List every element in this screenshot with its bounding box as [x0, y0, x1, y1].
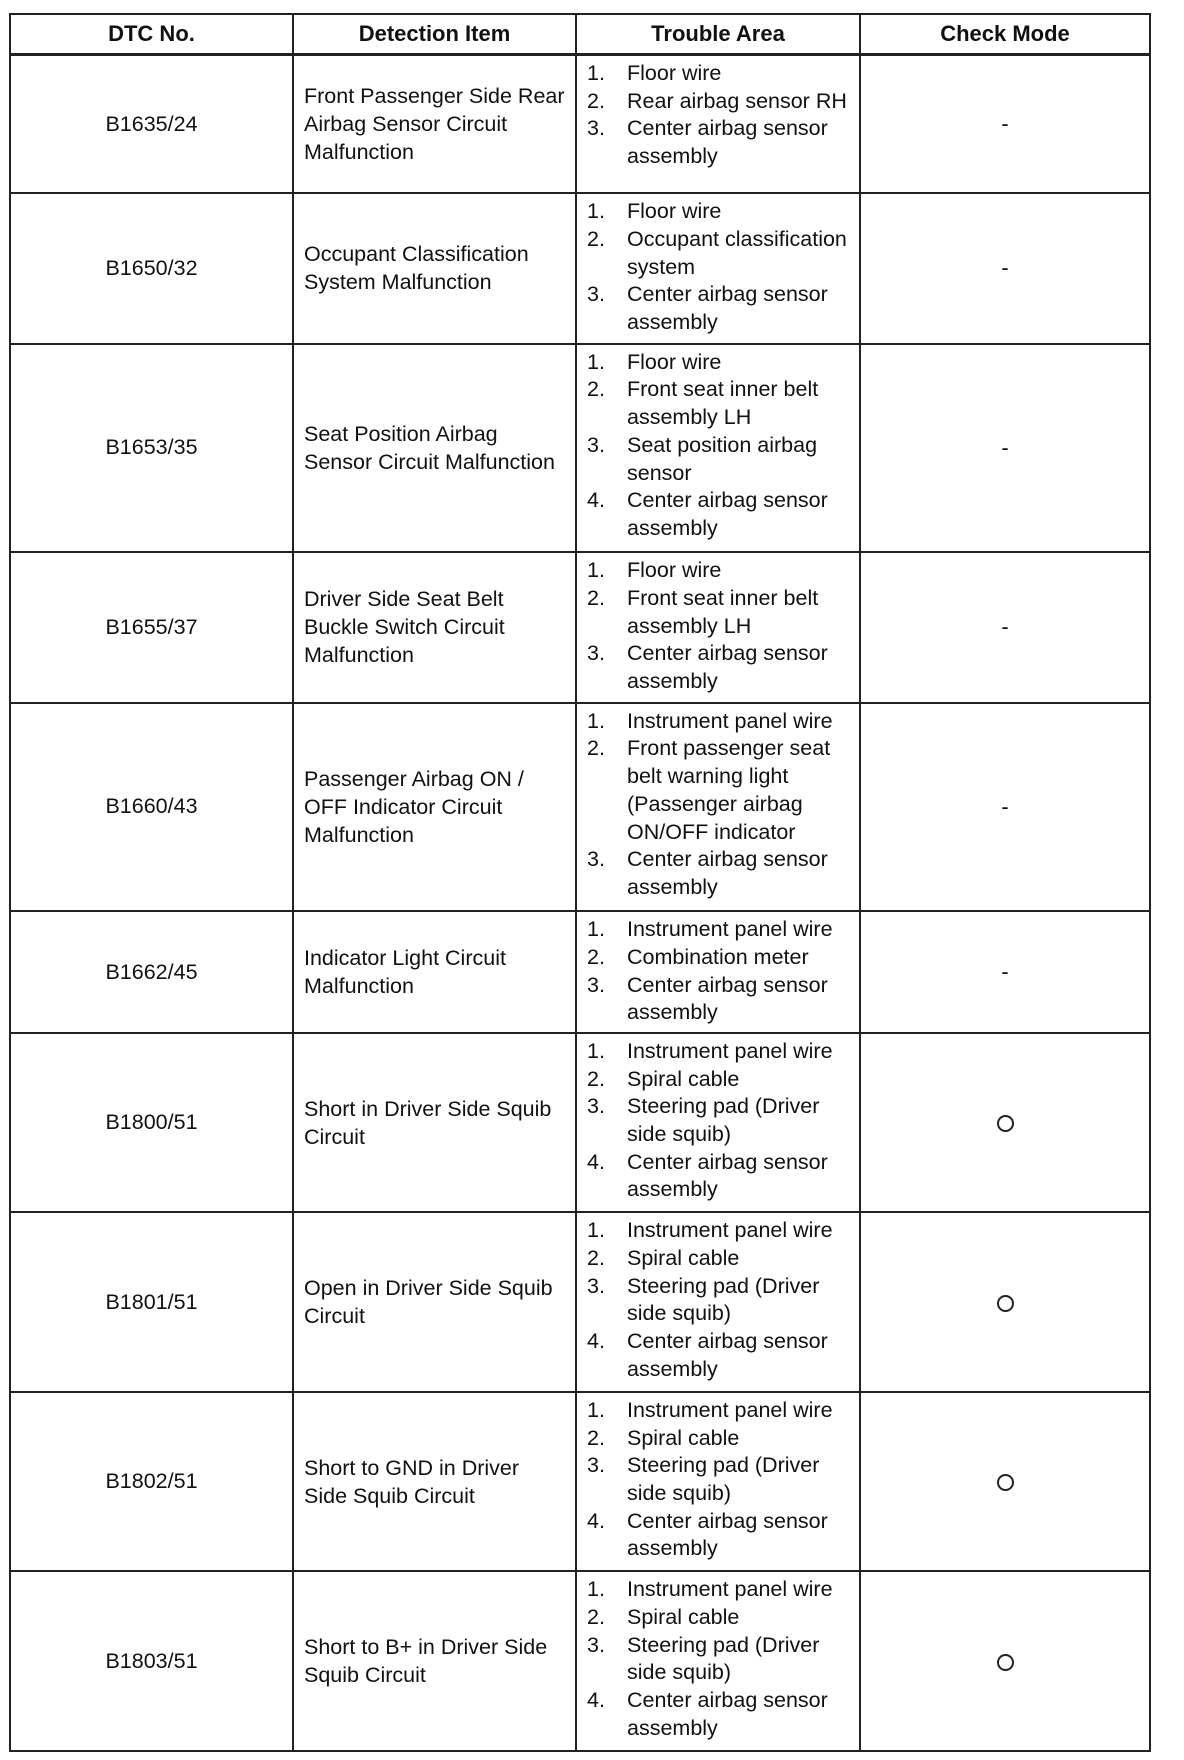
table-row	[10, 911, 1150, 1033]
trouble-area-number: 1.	[587, 1397, 605, 1422]
dtc-number: B1802/51	[10, 1392, 293, 1572]
trouble-area-text: Center airbag sensor assembly	[627, 1149, 828, 1202]
trouble-area-number: 3.	[587, 1632, 605, 1657]
trouble-area-number: 1.	[587, 1577, 605, 1602]
check-mode	[860, 1212, 1150, 1392]
trouble-area-item	[587, 226, 853, 281]
trouble-area-number: 2.	[587, 1605, 605, 1630]
trouble-area-item	[587, 916, 853, 944]
table-row	[10, 1571, 1150, 1751]
dtc-number: B1801/51	[10, 1212, 293, 1392]
trouble-area-list	[587, 60, 853, 171]
trouble-area-item	[587, 1397, 853, 1425]
header-dtc-no: DTC No.	[10, 14, 293, 55]
trouble-area-text: Steering pad (Driver side squib)	[627, 1273, 820, 1326]
table-row	[10, 703, 1150, 911]
detection-item: Seat Position Airbag Sensor Circuit Malfunction	[293, 344, 576, 552]
detection-item: Occupant Classification System Malfunction	[293, 193, 576, 344]
trouble-area-number: 4.	[587, 488, 605, 513]
trouble-area-text: Front seat inner belt assembly LH	[627, 377, 819, 430]
dtc-number: B1803/51	[10, 1571, 293, 1751]
trouble-area-item	[587, 1328, 853, 1383]
trouble-area	[576, 193, 860, 344]
table-row	[10, 193, 1150, 344]
trouble-area-item	[587, 1245, 853, 1273]
dtc-number: B1635/24	[10, 55, 293, 194]
check-mode: -	[860, 552, 1150, 703]
check-mode: -	[860, 193, 1150, 344]
header-row	[10, 14, 1150, 55]
table-body	[10, 55, 1150, 1752]
trouble-area	[576, 55, 860, 194]
trouble-area-text: Front passenger seat belt warning light (Passenger airbag ON/OFF indicator	[627, 736, 831, 844]
trouble-area-number: 3.	[587, 116, 605, 141]
trouble-area-list	[587, 349, 853, 543]
trouble-area-text: Floor wire	[627, 199, 722, 224]
check-mode: -	[860, 911, 1150, 1033]
detection-item: Open in Driver Side Squib Circuit	[293, 1212, 576, 1392]
trouble-area-number: 4.	[587, 1329, 605, 1354]
trouble-area-text: Instrument panel wire	[627, 708, 833, 733]
trouble-area-item	[587, 198, 853, 226]
trouble-area-text: Instrument panel wire	[627, 1038, 833, 1063]
trouble-area	[576, 1212, 860, 1392]
check-mode	[860, 1033, 1150, 1213]
header-detection-item: Detection Item	[293, 14, 576, 55]
trouble-area-number: 1.	[587, 1038, 605, 1063]
trouble-area-item	[587, 432, 853, 487]
trouble-area-item	[587, 1093, 853, 1148]
trouble-area-item	[587, 1604, 853, 1632]
trouble-area-item	[587, 1066, 853, 1094]
table-row	[10, 1392, 1150, 1572]
detection-item: Driver Side Seat Belt Buckle Switch Circuit Malfunction	[293, 552, 576, 703]
trouble-area	[576, 1033, 860, 1213]
trouble-area-text: Instrument panel wire	[627, 1218, 833, 1243]
trouble-area-number: 4.	[587, 1688, 605, 1713]
trouble-area-text: Center airbag sensor assembly	[627, 847, 828, 899]
trouble-area-item	[587, 557, 853, 585]
trouble-area	[576, 703, 860, 911]
trouble-area-item	[587, 349, 853, 377]
trouble-area	[576, 1392, 860, 1572]
trouble-area-text: Center airbag sensor assembly	[627, 1329, 828, 1381]
trouble-area-item	[587, 1038, 853, 1066]
trouble-area-text: Front seat inner belt assembly LH	[627, 585, 819, 638]
trouble-area-item	[587, 708, 853, 736]
table-row	[10, 1033, 1150, 1213]
dtc-number: B1655/37	[10, 552, 293, 703]
trouble-area	[576, 1571, 860, 1751]
check-mode	[860, 1392, 1150, 1572]
trouble-area-text: Steering pad (Driver side squib)	[627, 1094, 820, 1146]
dtc-number: B1653/35	[10, 344, 293, 552]
dtc-number: B1662/45	[10, 911, 293, 1033]
trouble-area-text: Floor wire	[627, 61, 722, 85]
trouble-area-item	[587, 1452, 853, 1507]
detection-item: Short to B+ in Driver Side Squib Circuit	[293, 1571, 576, 1751]
trouble-area-number: 3.	[587, 972, 605, 997]
check-mode	[860, 1571, 1150, 1751]
trouble-area-number: 3.	[587, 282, 605, 307]
trouble-area-item	[587, 1217, 853, 1245]
trouble-area-list	[587, 1217, 853, 1383]
trouble-area-list	[587, 916, 853, 1027]
table-row	[10, 552, 1150, 703]
trouble-area-item	[587, 944, 853, 972]
check-mode-circle-icon	[997, 1115, 1014, 1132]
check-mode-circle-icon	[997, 1654, 1014, 1671]
trouble-area-text: Spiral cable	[627, 1246, 740, 1271]
trouble-area-text: Rear airbag sensor RH	[627, 88, 847, 113]
trouble-area-item	[587, 640, 853, 695]
trouble-area-number: 2.	[587, 1425, 605, 1450]
trouble-area-number: 3.	[587, 1453, 605, 1478]
trouble-area-number: 1.	[587, 199, 605, 224]
dtc-table	[9, 13, 1151, 1752]
trouble-area-number: 2.	[587, 1066, 605, 1091]
trouble-area-list	[587, 1397, 853, 1563]
trouble-area-item	[587, 1149, 853, 1204]
trouble-area-number: 2.	[587, 226, 605, 251]
trouble-area-number: 3.	[587, 1273, 605, 1298]
header-check-mode: Check Mode	[860, 14, 1150, 55]
trouble-area-text: Instrument panel wire	[627, 917, 833, 942]
trouble-area-text: Instrument panel wire	[627, 1577, 833, 1602]
detection-item: Short in Driver Side Squib Circuit	[293, 1033, 576, 1213]
trouble-area	[576, 552, 860, 703]
trouble-area-number: 3.	[587, 641, 605, 666]
trouble-area-number: 2.	[587, 944, 605, 969]
trouble-area-number: 2.	[587, 377, 605, 402]
dtc-number: B1660/43	[10, 703, 293, 911]
trouble-area-item	[587, 1425, 853, 1453]
trouble-area-text: Center airbag sensor assembly	[627, 488, 828, 540]
trouble-area	[576, 911, 860, 1033]
table-row	[10, 344, 1150, 552]
check-mode: -	[860, 55, 1150, 194]
trouble-area-text: Combination meter	[627, 944, 809, 969]
trouble-area-number: 4.	[587, 1508, 605, 1533]
trouble-area-text: Center airbag sensor assembly	[627, 282, 828, 334]
trouble-area-item	[587, 1576, 853, 1604]
detection-item: Front Passenger Side Rear Airbag Sensor Circuit Malfunction	[293, 55, 576, 194]
trouble-area-list	[587, 1038, 853, 1204]
detection-item: Indicator Light Circuit Malfunction	[293, 911, 576, 1033]
check-mode-circle-icon	[997, 1295, 1014, 1312]
trouble-area-number: 1.	[587, 61, 605, 85]
trouble-area-number: 3.	[587, 1094, 605, 1119]
trouble-area-text: Spiral cable	[627, 1066, 740, 1091]
trouble-area-item	[587, 1273, 853, 1328]
trouble-area-list	[587, 557, 853, 696]
trouble-area-text: Seat position airbag sensor	[627, 432, 818, 485]
trouble-area-text: Center airbag sensor assembly	[627, 972, 828, 1025]
trouble-area-list	[587, 708, 853, 902]
trouble-area-item	[587, 1508, 853, 1563]
trouble-area-text: Center airbag sensor assembly	[627, 1508, 828, 1561]
trouble-area-text: Floor wire	[627, 558, 722, 583]
trouble-area-text: Occupant classification system	[627, 226, 847, 279]
detection-item: Short to GND in Driver Side Squib Circuit	[293, 1392, 576, 1572]
trouble-area-item	[587, 376, 853, 431]
trouble-area-number: 1.	[587, 349, 605, 374]
trouble-area-item	[587, 972, 853, 1027]
trouble-area-number: 1.	[587, 558, 605, 583]
trouble-area-text: Center airbag sensor assembly	[627, 641, 828, 693]
trouble-area-text: Spiral cable	[627, 1605, 740, 1630]
trouble-area-text: Center airbag sensor assembly	[627, 1688, 828, 1740]
check-mode: -	[860, 703, 1150, 911]
trouble-area-item	[587, 1632, 853, 1687]
trouble-area-number: 1.	[587, 1218, 605, 1243]
trouble-area-list	[587, 198, 853, 337]
trouble-area-list	[587, 1576, 853, 1742]
trouble-area-item	[587, 846, 853, 901]
table-row	[10, 55, 1150, 194]
trouble-area-number: 2.	[587, 736, 605, 761]
trouble-area-number: 2.	[587, 88, 605, 113]
table-row	[10, 1212, 1150, 1392]
trouble-area-number: 1.	[587, 917, 605, 942]
trouble-area-item	[587, 735, 853, 846]
trouble-area-text: Floor wire	[627, 349, 722, 374]
trouble-area-item	[587, 88, 853, 116]
trouble-area-text: Spiral cable	[627, 1425, 740, 1450]
trouble-area-number: 1.	[587, 708, 605, 733]
trouble-area-item	[587, 1687, 853, 1742]
trouble-area-item	[587, 281, 853, 336]
trouble-area-text: Instrument panel wire	[627, 1397, 833, 1422]
trouble-area	[576, 344, 860, 552]
header-trouble-area: Trouble Area	[576, 14, 860, 55]
trouble-area-item	[587, 60, 853, 88]
trouble-area-number: 3.	[587, 847, 605, 872]
trouble-area-text: Steering pad (Driver side squib)	[627, 1453, 820, 1505]
dtc-number: B1800/51	[10, 1033, 293, 1213]
trouble-area-number: 3.	[587, 432, 605, 457]
detection-item: Passenger Airbag ON / OFF Indicator Circuit Malfunction	[293, 703, 576, 911]
trouble-area-number: 2.	[587, 585, 605, 610]
trouble-area-number: 4.	[587, 1149, 605, 1174]
trouble-area-number: 2.	[587, 1246, 605, 1271]
check-mode-circle-icon	[997, 1474, 1014, 1491]
trouble-area-text: Steering pad (Driver side squib)	[627, 1632, 820, 1685]
check-mode: -	[860, 344, 1150, 552]
trouble-area-text: Center airbag sensor assembly	[627, 116, 828, 169]
trouble-area-item	[587, 585, 853, 640]
dtc-number: B1650/32	[10, 193, 293, 344]
trouble-area-item	[587, 115, 853, 170]
trouble-area-item	[587, 487, 853, 542]
